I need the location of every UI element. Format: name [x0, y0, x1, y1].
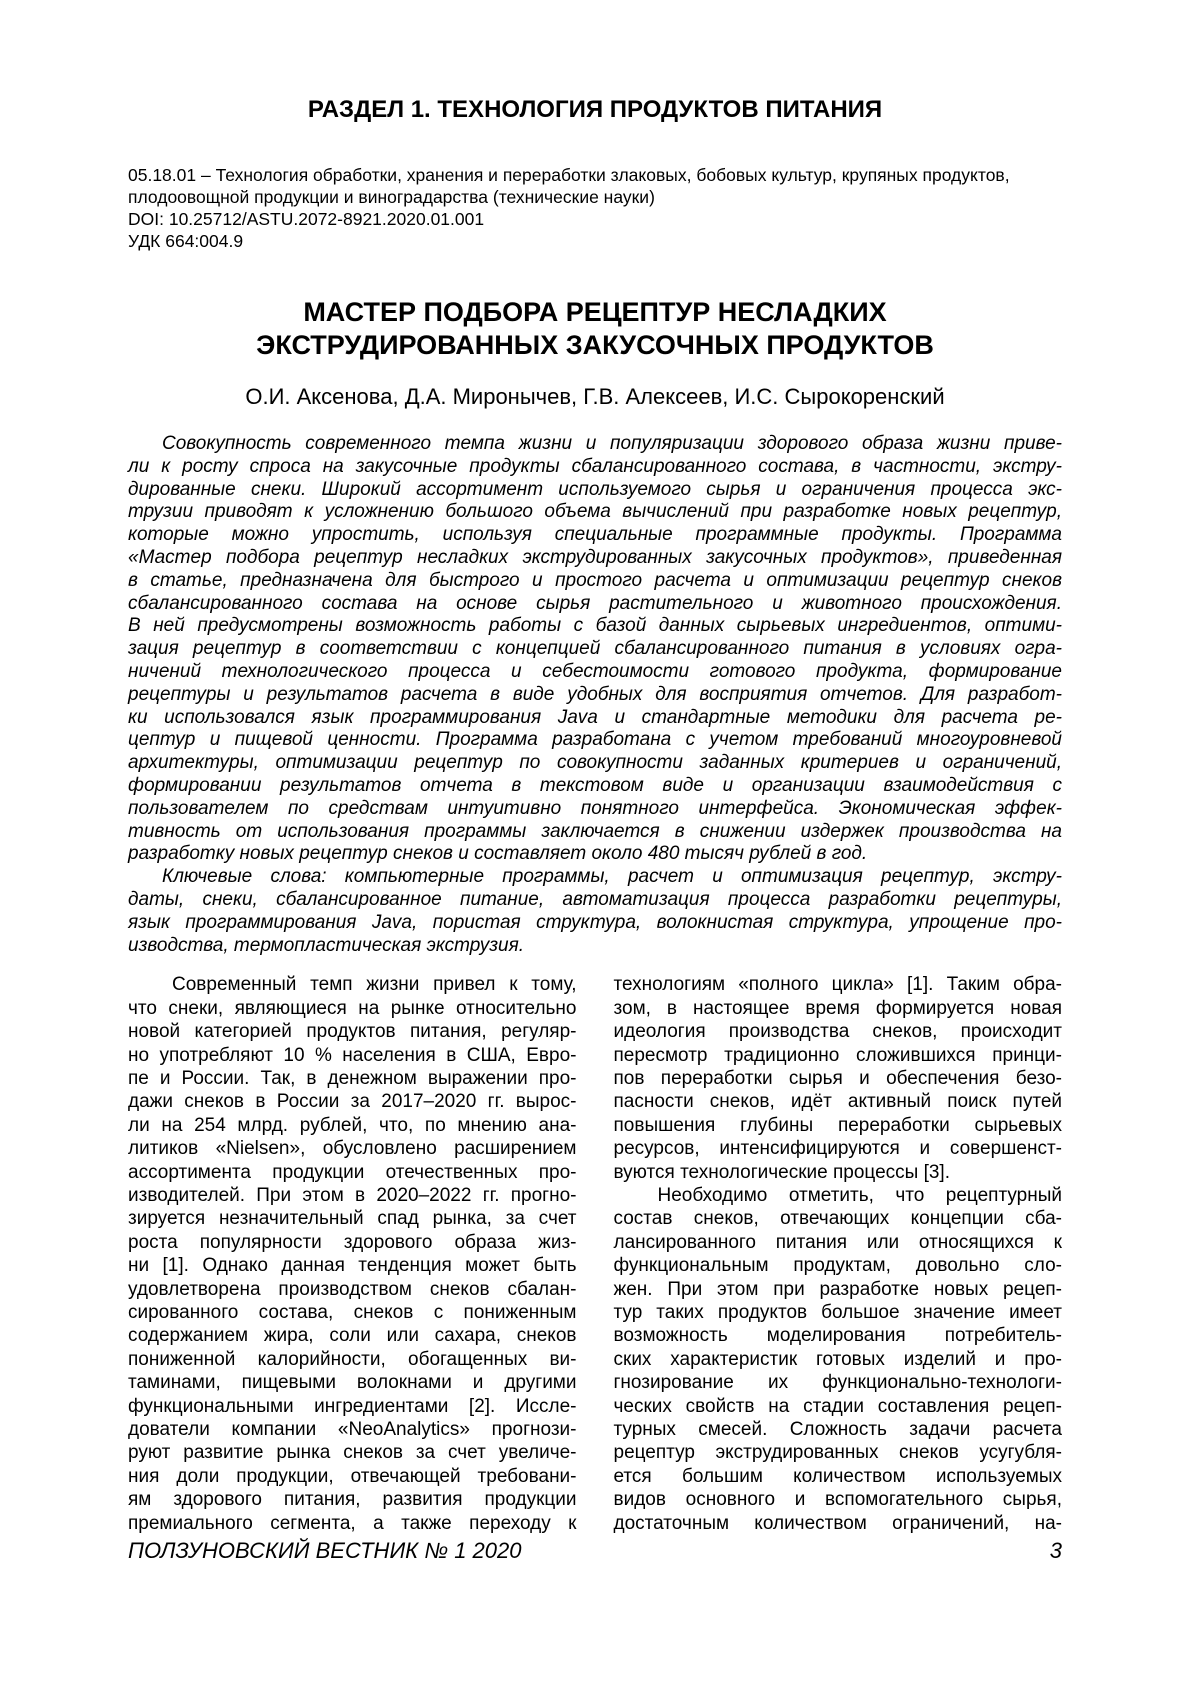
- body-columns: [128, 973, 1062, 1535]
- section-header: РАЗДЕЛ 1. ТЕХНОЛОГИЯ ПРОДУКТОВ ПИТАНИЯ: [307, 96, 883, 123]
- udk-line: УДК 664:004.9: [128, 231, 244, 251]
- footer-journal-title: ПОЛЗУНОВСКИЙ ВЕСТНИК № 1 2020: [128, 1538, 522, 1563]
- body-right-column: технологиям «полного цикла» [1]. Таким обра- зом, в настоящее время формируется новая идеология производства снеков, происходит пересмотр традиционно сложившихся принци- пов переработки сырья и обеспечения безо- пасности снеков, идёт активный поиск путей повышения глубины переработки сырьевых ресурсов, интенсифицируются и совершенст- вуются технологические процессы [3]. Необходимо отметить, что рецептурный состав снеков, отвечающих концепции сба- лансированного питания или относящихся к функциональным продуктам, довольно сло- жен. При этом при разработке новых рецеп- тур таких продуктов большое значение имеет возможность моделирования потребитель- ских характеристик готовых изделий и про- гнозирование их функционально-технологи- ческих свойств на стадии составления рецеп- турных смесей. Сложность задачи расчета рецептур экструдированных снеков усугубля- ется большим количеством используемых видов основного и вспомогательного сырья, достаточным количеством ограничений, на-: [613, 974, 1062, 1534]
- doi-line: DOI: 10.25712/ASTU.2072-8921.2020.01.001: [128, 209, 485, 229]
- body-left-column: Современный темп жизни привел к тому, что снеки, являющиеся на рынке относительно новой категорией продуктов питания, регуляр- но употребляют 10 % населения в США, Евро- пе и России. Так, в денежном выражении про- дажи снеков в России за 2017–2020 гг. вырос- ли на 254 млрд. рублей, что, по мнению ана- литиков «Nielsen», обусловлено расширением ассортимента продукции отечественных про- изводителей. При этом в 2020–2022 гг. прогно- зируется незначительный спад рынка, за счет роста популярности здорового образа жиз- ни [1]. Однако данная тенденция может быть удовлетворена производством снеков сбалан- сированного состава, снеков с пониженным содержанием жира, соли или сахара, снеков пониженной калорийности, обогащенных ви- таминами, пищевыми волокнами и другими функциональными ингредиентами [2]. Иссле- дователи компании «NeoAnalytics» прогнози- руют развитие рынка снеков за счет увеличе- ния доли продукции, отвечающей требовани- ям здорового питания, развития продукции премиального сегмента, а также переходу к: [128, 974, 577, 1534]
- specialty-code: 05.18.01 – Технология обработки, хранения и переработки злаковых, бобовых культур, крупяных продуктов, плодоовощной продукции и виноградарства (технические науки): [128, 165, 1010, 207]
- article-meta: [128, 164, 1062, 252]
- footer-page-number: 3: [1049, 1538, 1062, 1563]
- page-footer: [128, 1538, 1062, 1564]
- keywords-text: Ключевые слова: компьютерные программы, расчет и оптимизация рецептур, экстру- даты, снеки, сбалансированное питание, автоматизация процесса разработки рецептуры, язык программирования Java, пористая структура, волокнистая структура, упрощение про- изводства, термопластическая экструзия.: [128, 866, 1062, 956]
- article-title: МАСТЕР ПОДБОРА РЕЦЕПТУР НЕСЛАДКИХ ЭКСТРУДИРОВАННЫХ ЗАКУСОЧНЫХ ПРОДУКТОВ: [256, 297, 934, 360]
- abstract-text: Совокупность современного темпа жизни и популяризации здорового образа жизни приве- ли к росту спроса на закусочные продукты сбалансированного состава, в частности, экстру- дированные снеки. Широкий ассортимент используемого сырья и ограничения процесса экс- трузии приводят к усложнению большого объема вычислений при разработке новых рецептур, которые можно упростить, используя специальные программные продукты. Программа «Мастер подбора рецептур несладких экструдированных закусочных продуктов», приведенная в статье, предназначена для быстрого и простого расчета и оптимизации рецептур снеков сбалансированного состава на основе сырья растительного и животного происхождения. В ней предусмотрены возможность работы с базой данных сырьевых ингредиентов, оптими- зация рецептур в соответствии с концепцией сбалансированного питания в условиях огра- ничений технологического процесса и себестоимости готового продукта, формирование рецептуры и результатов расчета в виде удобных для восприятия отчетов. Для разработ- ки использовался язык программирования Java и стандартные методики для расчета ре- цептур и пищевой ценности. Программа разработана с учетом требований многоуровневой архитектуры, оптимизации рецептур по совокупности заданных критериев и ограничений, формировании результатов отчета в текстовом виде и организации взаимодействия с пользователем по средствам интуитивно понятного интерфейса. Экономическая эффек- тивность от использования программы заключается в снижении издержек производства на разработку новых рецептур снеков и составляет около 480 тысяч рублей в год.: [128, 433, 1062, 865]
- abstract-block: [128, 433, 1062, 957]
- authors-line: О.И. Аксенова, Д.А. Миронычев, Г.В. Алексеев, И.С. Сырокоренский: [245, 384, 945, 409]
